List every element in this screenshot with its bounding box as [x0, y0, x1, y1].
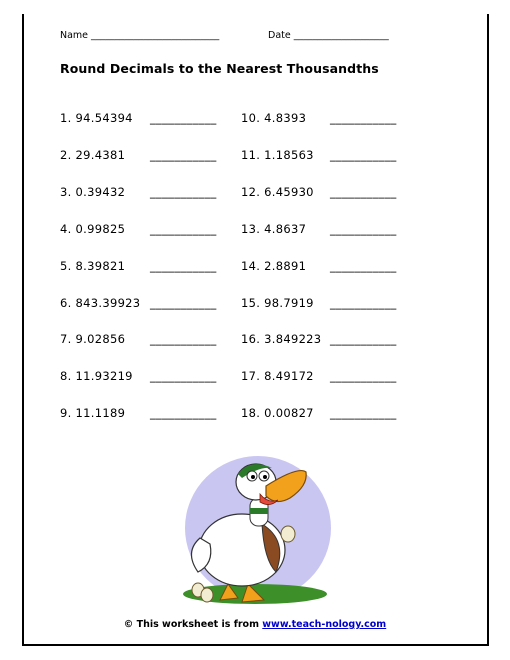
answer-blank[interactable]: ___________: [330, 259, 397, 273]
problem-item: 12. 6.45930: [241, 185, 314, 199]
problem-item: 18. 0.00827: [241, 406, 314, 420]
date-field: Date ____________________: [268, 30, 389, 41]
problem-item: 3. 0.39432: [60, 185, 126, 199]
answer-blank[interactable]: ___________: [330, 185, 397, 199]
problem-item: 4. 0.99825: [60, 222, 126, 236]
egg-icon: [281, 526, 295, 542]
footer-text: © This worksheet is from: [123, 619, 263, 630]
egg-icon: [201, 588, 213, 602]
problem-item: 1. 94.54394: [60, 111, 133, 125]
answer-blank[interactable]: ___________: [330, 369, 397, 383]
answer-blank[interactable]: ___________: [150, 369, 217, 383]
answer-blank[interactable]: ___________: [150, 148, 217, 162]
duck-illustration: [180, 452, 335, 610]
answer-blank[interactable]: ___________: [330, 222, 397, 236]
answer-blank[interactable]: ___________: [150, 259, 217, 273]
problem-item: 5. 8.39821: [60, 259, 126, 273]
answer-blank[interactable]: ___________: [330, 406, 397, 420]
answer-blank[interactable]: ___________: [150, 296, 217, 310]
answer-blank[interactable]: ___________: [150, 222, 217, 236]
answer-blank[interactable]: ___________: [150, 111, 217, 125]
problem-item: 10. 4.8393: [241, 111, 307, 125]
problem-item: 2. 29.4381: [60, 148, 126, 162]
teach-nology-link[interactable]: www.teach-nology.com: [262, 619, 387, 630]
problem-item: 8. 11.93219: [60, 369, 133, 383]
answer-blank[interactable]: ___________: [330, 296, 397, 310]
worksheet-title: Round Decimals to the Nearest Thousandths: [60, 61, 379, 76]
problem-item: 11. 1.18563: [241, 148, 314, 162]
answer-blank[interactable]: ___________: [330, 111, 397, 125]
problem-item: 17. 8.49172: [241, 369, 314, 383]
problem-item: 7. 9.02856: [60, 332, 126, 346]
answer-blank[interactable]: ___________: [150, 406, 217, 420]
answer-blank[interactable]: ___________: [150, 185, 217, 199]
problem-item: 16. 3.849223: [241, 332, 322, 346]
problem-item: 6. 843.39923: [60, 296, 141, 310]
answer-blank[interactable]: ___________: [150, 332, 217, 346]
name-field: Name ___________________________: [60, 30, 220, 41]
problem-item: 14. 2.8891: [241, 259, 307, 273]
problem-item: 13. 4.8637: [241, 222, 307, 236]
footer: [0, 619, 510, 630]
answer-blank[interactable]: ___________: [330, 332, 397, 346]
answer-blank[interactable]: ___________: [330, 148, 397, 162]
problem-item: 15. 98.7919: [241, 296, 314, 310]
problem-item: 9. 11.1189: [60, 406, 126, 420]
